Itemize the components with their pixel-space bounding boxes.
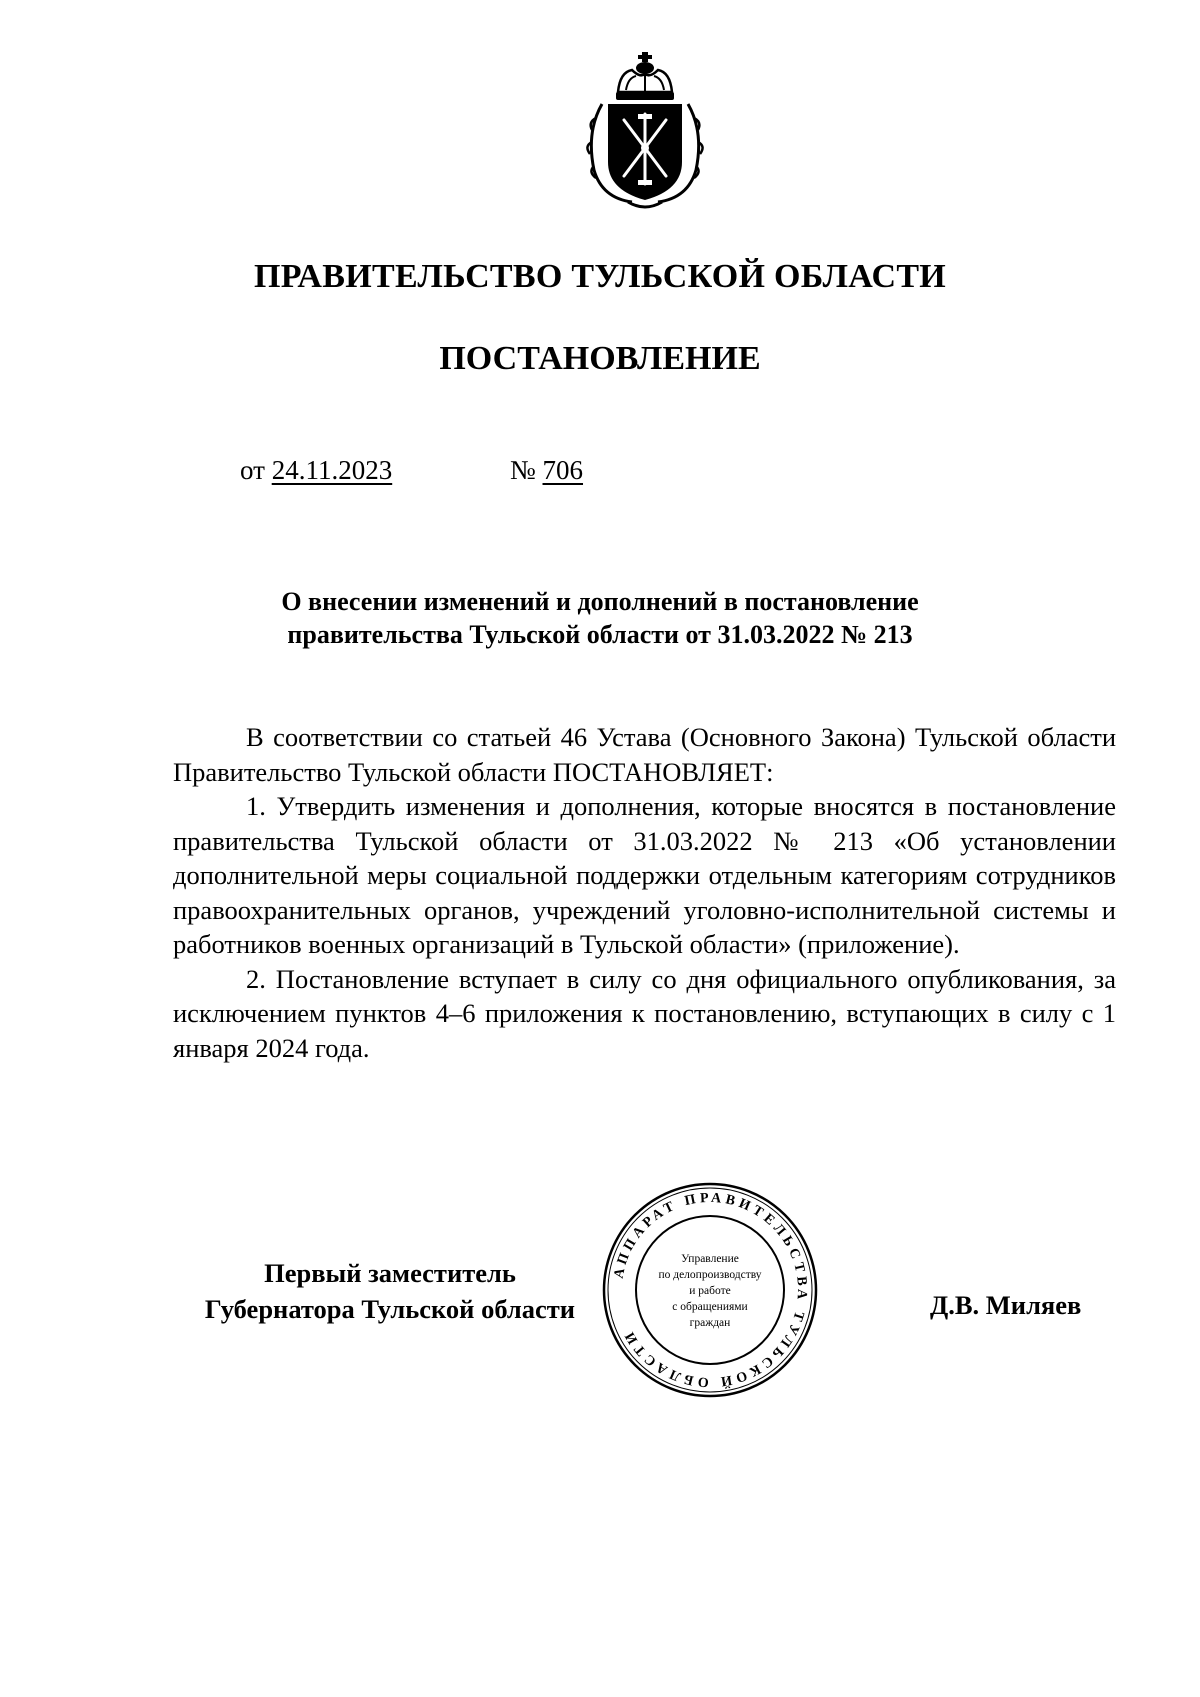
svg-text:граждан: граждан	[689, 1317, 731, 1329]
subject-line-2: правительства Тульской области от 31.03.2022 № 213	[287, 620, 913, 649]
date-value: 24.11.2023	[271, 455, 393, 485]
document-body	[173, 720, 1116, 1065]
svg-text:по делопроизводству: по делопроизводству	[658, 1269, 762, 1281]
coat-of-arms-icon	[580, 52, 710, 212]
organization-title: ПРАВИТЕЛЬСТВО ТУЛЬСКОЙ ОБЛАСТИ	[253, 258, 947, 295]
document-number	[510, 455, 583, 486]
signatory-position-line-1: Первый заместитель	[264, 1258, 516, 1288]
body-paragraph-item-1: 1. Утвердить изменения и дополнения, которые вносятся в постановление правительства Тульской области от 31.03.2022 № 213 «Об установлении дополнительной меры социальной поддержки отдельным категориям сотрудников правоохранительных органов, учреждений уголовно-исполнительной системы и работников военных организаций в Тульской области» (приложение).	[173, 791, 1116, 959]
signatory-position	[180, 1255, 600, 1327]
svg-text:Управление: Управление	[681, 1253, 739, 1265]
body-paragraph-preamble: В соответствии со статьей 46 Устава (Основного Закона) Тульской области Правительство Тульской области ПОСТАНОВЛЯЕТ:	[173, 722, 1116, 787]
svg-text:АППАРАТ ПРАВИТЕЛЬСТВА ТУЛЬСКОЙ: АППАРАТ ПРАВИТЕЛЬСТВА ТУЛЬСКОЙ ОБЛАСТИ	[611, 1190, 810, 1390]
signatory-position-line-2: Губернатора Тульской области	[204, 1294, 576, 1324]
date-prefix: от	[240, 455, 265, 485]
official-stamp	[600, 1180, 820, 1400]
subject-line-1: О внесении изменений и дополнений в постановление	[281, 587, 919, 616]
document-type: ПОСТАНОВЛЕНИЕ	[439, 340, 761, 377]
document-subject	[0, 585, 1200, 651]
body-paragraph-item-2: 2. Постановление вступает в силу со дня официального опубликования, за исключением пунктов 4–6 приложения к постановлению, вступающих в силу с 1 января 2024 года.	[173, 963, 1116, 1063]
svg-text:с обращениями: с обращениями	[672, 1301, 748, 1313]
number-prefix: №	[510, 455, 536, 485]
signatory-name: Д.В. Миляев	[930, 1290, 1082, 1320]
crown-icon	[616, 52, 674, 100]
svg-text:и работе: и работе	[689, 1285, 731, 1297]
document-date	[240, 455, 392, 486]
number-value: 706	[542, 455, 584, 485]
